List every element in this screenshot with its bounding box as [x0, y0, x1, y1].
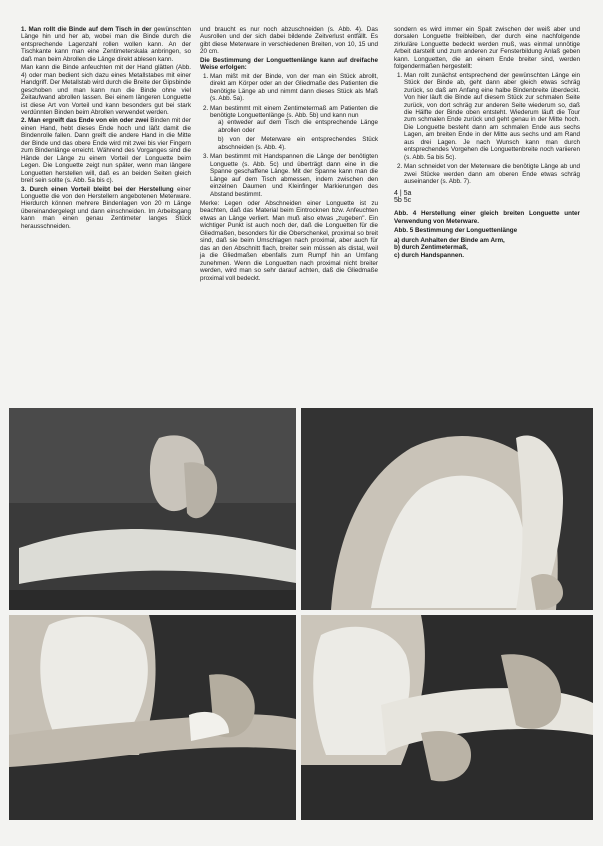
photo-abb-5c	[301, 615, 593, 820]
photo-abb-5a	[301, 408, 593, 610]
item1-text: gewünschten Länge hin und her ab, wobei man die Binde durch die entsprechende Lagenzahl rollen wollen kann. An der Tischkante kann man eine Zentimeterskala anbringen, so daß man beim Abrollen die Länge direkt ablesen kann.	[21, 26, 191, 63]
list-item: 1. Man rollt zunächst entsprechend der gewünschten Länge ein Stück der Binde ab, geht dann aber gleich etwas schräg zurück, so daß am Anfang eine halbe Bindenbreite überdeckt. Von hier läuft die Binde auf diesem Stück zur schmalen Seite zurück, von dort schräg zur anderen Seite wiederum so, daß die Hälfte der Binde oben entsteht. Wiederum läuft die Tour zum schmalen Ende zurück und geht genau in der Mitte hoch. Die Longuette besteht dann am schmalen Ende aus sechs Lagen, am breiten Ende in der Mitte aus sechs und am Rand aus drei Lagen. Je nach Wunsch kann man durch entsprechendes Vorgehen die Longuettenbreite noch variieren (s. Abb. 5a bis 5c).	[404, 72, 580, 161]
photo-abb-5b-image	[9, 615, 296, 820]
sub-list-item: a) entweder auf dem Tisch die entsprechende Länge abrollen oder	[218, 119, 378, 134]
text-column-3	[394, 26, 580, 259]
paragraph-item1	[21, 26, 191, 63]
caption-abb4: Abb. 4 Herstellung einer gleich breiten Longuette unter Verwendung von Meterware.	[394, 210, 580, 225]
figure-captions	[394, 210, 580, 259]
item3-text: einer Longuette die von den Herstellern angebotenen Meterware. Hierdurch können mehrere Bindenlagen von 20 m Länge übereinandergelegt und dann einschneiden. Im Arbeitsgang kann man einen genau Zentimeter langes Stück herausschneiden.	[21, 185, 192, 230]
figure-index-bottom: 5b 5c	[394, 196, 412, 204]
item2-text: Binden mit der einen Hand, hebt dieses Ende hoch und läßt damit die Bindenrolle fallen. Dann greift die andere Hand in die Mitte der Binde und das obere Ende wird mit zwei bis vier Fingern zum Bindenlänge erreicht. Während des Vorganges sind die Hände der Länge zu einem Vorteil der Longuette beim Legen. Die Longuette zeigt nun später, wenn man längere Longuetten herstellen will, daß es an beiden Seiten gleich breit sein sollte (s. Abb. 5a bis c).	[21, 117, 191, 185]
text-column-2	[200, 26, 378, 283]
steps-list-col3	[394, 72, 580, 186]
figure-index-top: 4 | 5a	[394, 189, 412, 197]
paragraph-item2	[21, 117, 191, 184]
item1-lead: 1. Man rollt die Binde auf dem Tisch in der	[21, 26, 152, 33]
sub-list-item: b) von der Meterware ein entsprechendes Stück abschneiden (s. Abb. 4).	[218, 136, 378, 151]
paragraph-item1b: Man kann die Binde anfeuchten mit der Hand glätten (Abb. 4) oder man bedient sich dazu eines Metallstabes mit einer Handgriff. Der Metallstab wird durch die Breite der Gipsbinde geschoben und man kann nun die Binde ohne viel Zeitaufwand abrollen lassen. Bei einem längeren Longuette ist diese Art von Vorteil und kann besonders gut bei stark verdünnten Binden beim Abrollen verwendet werden.	[21, 64, 191, 116]
steps-list	[200, 73, 378, 198]
list-item: 2. Man schneidet von der Meterware die benötigte Länge ab und zwei Stücke werden dann am oberen Ende etwas schräg auseinander (s. Abb. 7).	[404, 163, 580, 185]
merke-paragraph: Merke: Legen oder Abschneiden einer Longuette ist zu beachten, daß das Material beim Eintrocknen bzw. Anfeuchten etwas an Länge verliert. Man muß also etwas „zugeben". Ein wichtiger Punkt ist auch noch der, daß die Longuetten für die Gliedmaßen, besonders für die Oberschenkel, proximal so breit sind, daß sie beim Umschlagen nach proximal, aber auch für das an den Abschnitt flach, breiter sein müssen als distal, weil ja die Gliedmaßen ebenfalls zum Rumpf hin an Umfang zunehmen. Wenn die Longuetten nach proximal nicht breiter werden, wird man so sehr darauf achten, daß die Gliedmaße proximal voll bedeckt.	[200, 199, 378, 282]
text-column-1	[21, 26, 191, 231]
list-item: 1. Man mißt mit der Binde, von der man ein Stück abrollt, direkt am Körper oder an der Gliedmaße des Patienten die benötigte Länge ab und nimmt dann dieses Stück als Maß (s. Abb. 5a).	[210, 73, 378, 103]
section-heading	[200, 57, 378, 72]
list-item	[210, 105, 378, 152]
figure-index	[394, 190, 580, 205]
sub-list	[210, 119, 378, 151]
list-item-text: Man bestimmt mit einem Zentimetermaß am Patienten die benötigte Longuettenlänge (s. Abb. 5b) und kann nun	[210, 104, 378, 119]
photo-abb-5c-image	[301, 615, 593, 820]
paragraph-intro: und braucht es nur noch abzuschneiden (s. Abb. 4). Das Ausrollen und der sich dabei bildende Zeitverlust entfällt. Es gibt diese Meterware in verschiedenen Breiten, von 10, 15 und 20 cm.	[200, 26, 378, 56]
paragraph-item3	[21, 186, 191, 231]
paragraph-intro-col3: sondern es wird immer ein Spalt zwischen der weiß aber und dorsalen Longuette freibleiben, der durch eine nachfolgende zirkuläre Longuette bedeckt werden muß, was einmal unnötige Arbeit darstellt und zum anderen zur Fensterbildung Anlaß geben kann. Longuetten, die an einem Ende breiter sind, werden folgendermaßen hergestellt:	[394, 26, 580, 71]
item2-lead: 2. Man ergreift das Ende von ein oder zwei	[21, 117, 149, 125]
photo-abb-4	[9, 408, 296, 610]
item3-lead: 3. Durch einen Vorteil bleibt bei der Herstellung	[21, 185, 174, 193]
caption-item: b) durch Zentimetermaß,	[394, 244, 468, 252]
photo-abb-5b	[9, 615, 296, 820]
photo-abb-4-image	[9, 408, 296, 610]
caption-abb5: Abb. 5 Bestimmung der Longuettenlänge	[394, 227, 518, 235]
caption-item: a) durch Anhalten der Binde am Arm,	[394, 236, 505, 244]
photo-abb-5a-image	[301, 408, 593, 610]
caption-item: c) durch Handspannen.	[394, 251, 464, 259]
section-heading-text: Die Bestimmung der Longuettenlänge kann auf dreifache Weise erfolgen:	[200, 56, 378, 72]
list-item: 3. Man bestimmt mit Handspannen die Länge der benötigten Longuette (s. Abb. 5c) und überträgt dann eine in die Spanne geschaffene Länge. Mit der Spanne kann man die Länge auf dem Tisch abmessen, indem zwischen den einzelnen Daumen und Kleinfinger Markierungen des Abstand bestimmt.	[210, 153, 378, 198]
